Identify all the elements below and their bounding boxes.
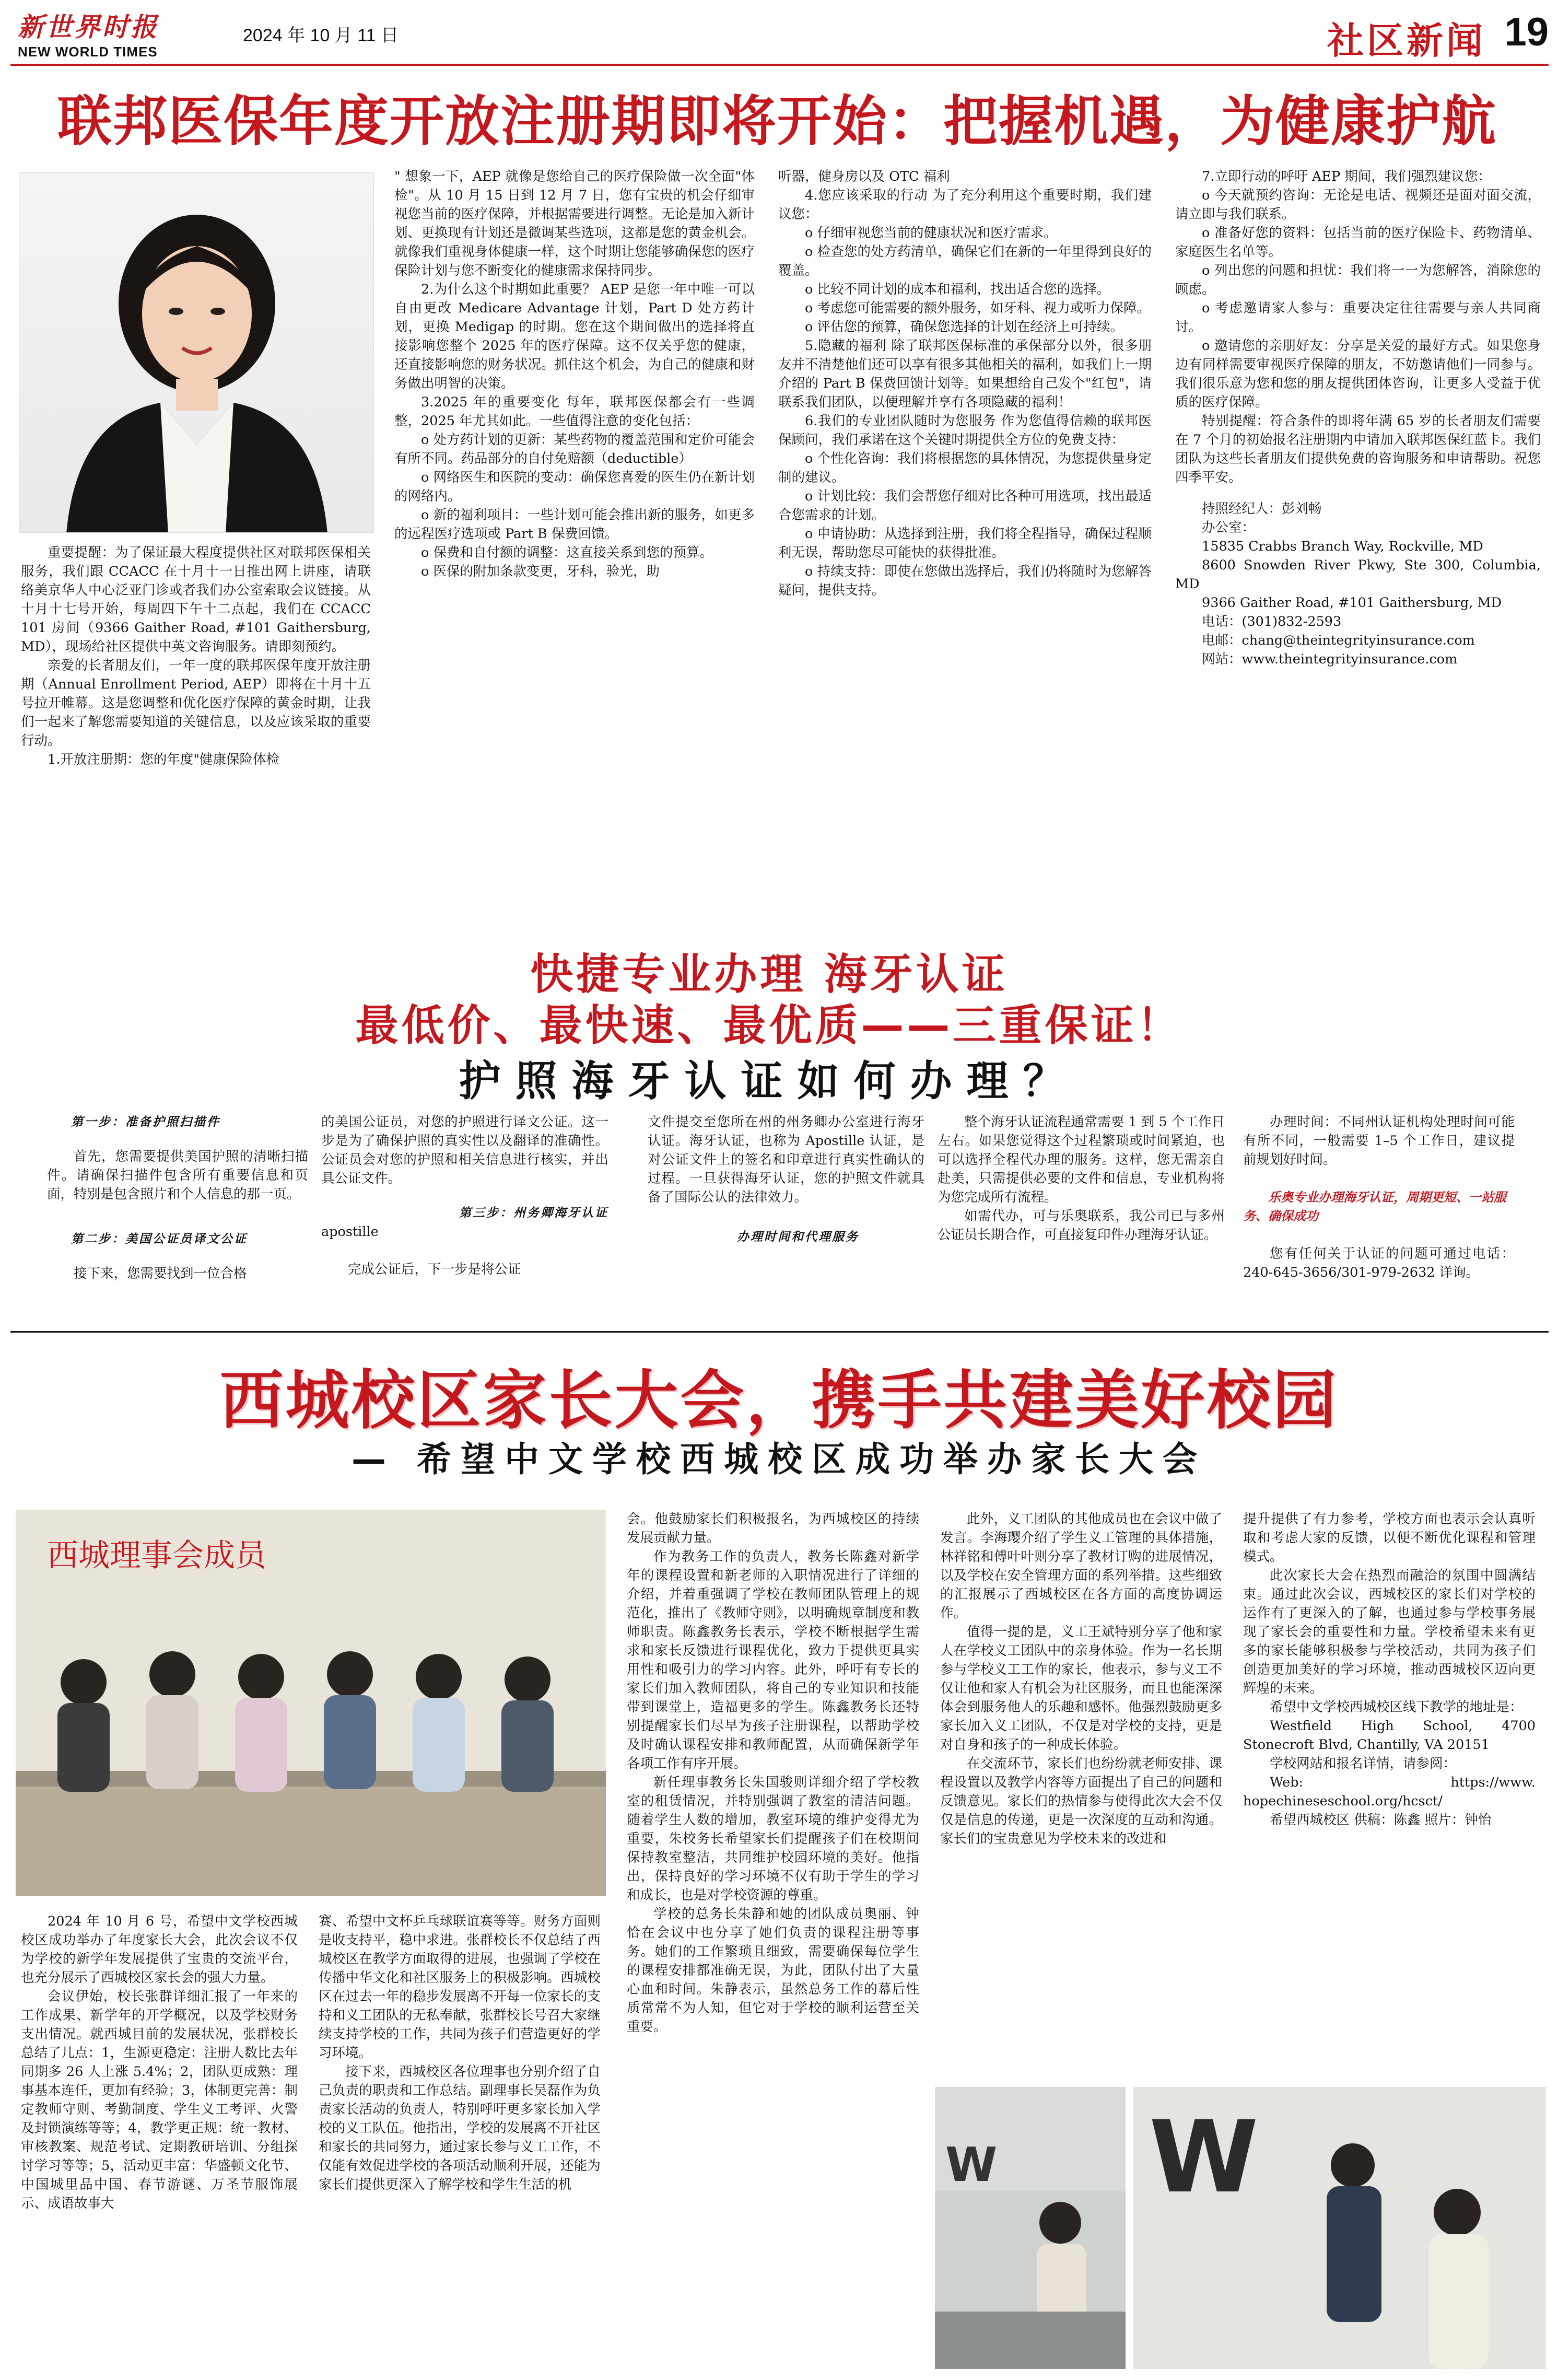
office-address: 8600 Snowden River Pkwy, Ste 300, Columbia, MD: [1175, 557, 1541, 592]
article3-paragraph: 此次家长大会在热烈而融洽的氛围中圆满结束。通过此次会议，西城校区的家长们对学校的运作有了更深入的了解，也通过参与学校事务展现了家长会的重要性和力量。学校希望未来有更多的家长能够积极参与学校活动，共同为孩子们创造更加美好的学习环境，推动西城校区迈向更辉煌的未来。: [1243, 1568, 1536, 1696]
meeting-photo-audience: [1133, 2087, 1546, 2369]
article1-column-1: [21, 543, 371, 769]
article1-list-item: o 持续支持：即使在您做出选择后，我们仍将随时为您解答疑问，提供支持。: [778, 564, 1152, 598]
portrait-illustration: [19, 173, 374, 533]
section-heading: 办理时间和代理服务: [737, 1230, 859, 1244]
article1-list-item: o 邀请您的亲朋好友：分享是关爱的最好方式。如果您身边有同样需要审视医疗保障的朋友，不妨邀请他们一同参与。我们很乐意为您和您的朋友提供团体咨询，让更多人受益于优质的医疗保障。: [1175, 338, 1541, 410]
apostille-headline-2: 最低价、最快速、最优质——三重保证！: [355, 1001, 1183, 1051]
apostille-column-5: [1243, 1113, 1515, 1282]
article1-paragraph: 听器，健身房以及 OTC 福利: [778, 169, 950, 184]
article1-paragraph: 7.立即行动的呼吁 AEP 期间，我们强烈建议您：: [1202, 169, 1491, 184]
article3-subheadline: — 希望中文学校西城校区成功举办家长大会: [352, 1439, 1206, 1479]
newspaper-subtitle: NEW WORLD TIMES: [18, 44, 158, 60]
step-body: 您有任何关于认证的问题可通过电话：240-645-3656/301-979-2632 详询。: [1243, 1246, 1515, 1280]
contact-email: 电邮：chang@theintegrityinsurance.com: [1202, 633, 1475, 648]
article1-column-3: [778, 167, 1152, 600]
school-address: Westfield High School, 4700 Stonecroft Blvd, Chantilly, VA 20151: [1243, 1718, 1536, 1753]
masthead: [10, 5, 1549, 63]
article1-list-item: o 检查您的处方药清单，确保它们在新的一年里得到良好的覆盖。: [778, 244, 1152, 278]
article1-paragraph: 4.您应该采取的行动 为了充分利用这个重要时期，我们建议您：: [778, 188, 1152, 222]
article3-paragraph: 接下来，西城校区各位理事也分别介绍了自己负责的职责和工作总结。副理事长吴磊作为负责家长活动的负责人，特别呼吁更多家长加入学校的义工队伍。他指出，学校的发展离不开社区和家长的共同努力，通过家长参与义工工作，不仅能有效促进学校的各项活动顺利开展，还能为家长们提供更深入了解学校和学生生活的机: [319, 2064, 601, 2192]
article1-column-2: [394, 167, 755, 581]
article1-list-item: o 新的福利项目：一些计划可能会推出新的服务，如更多的远程医疗选项或 Part B 保费回馈。: [394, 507, 755, 542]
newspaper-logo: 新世界时报: [18, 11, 159, 42]
article1-paragraph: 6.我们的专业团队随时为您服务 作为您值得信赖的联邦医保顾问，我们承诺在这个关键时期提供全方位的免费支持：: [778, 413, 1152, 448]
article1-list-item: o 考虑邀请家人参与：重要决定往往需要与亲人共同商讨。: [1175, 300, 1541, 335]
meeting-photo-speaker: [935, 2087, 1126, 2369]
article1-paragraph: 亲爱的长者朋友们，一年一度的联邦医保年度开放注册期（Annual Enrollment Period, AEP）即将在十月十五号拉开帷幕。这是您调整和优化医疗保障的黄金时期，让我们一起来了解您需要知道的关键信息，以及应该采取的重要行动。: [21, 658, 371, 749]
agent-name: 持照经纪人：彭刘畅: [1202, 501, 1322, 517]
contact-website: 网站：www.theintegrityinsurance.com: [1202, 651, 1458, 667]
author-portrait: [19, 172, 374, 533]
step-body: 整个海牙认证流程通常需要 1 到 5 个工作日左右。如果您觉得这个过程繁琐或时间紧迫，也可以选择全程代办理的服务。这样，您无需亲自赴美，只需提供必要的文件和信息，专业机构将为您完成所有流程。: [938, 1114, 1225, 1205]
photo-caption: 西城理事会成员: [47, 1537, 266, 1574]
article3-paragraph: 此外，义工团队的其他成员也在会议中做了发言。李海璎介绍了学生义工管理的具体措施，林祥铭和傅叶叶则分享了教材订购的进展情况，以及学校在安全管理方面的系列举措。这些细致的汇报展示了西城校区在各方面的高度协调运作。: [940, 1511, 1222, 1621]
article1-list-item: o 评估您的预算，确保您选择的计划在经济上可持续。: [805, 319, 1123, 335]
apostille-column-2: [321, 1113, 608, 1279]
group-photo: [16, 1510, 606, 1896]
article1-paragraph: 5.隐藏的福利 除了联邦医保标准的承保部分以外，很多朋友并不清楚他们还可以享有很多其他相关的福利，如我们上一期介绍的 Part B 保费回馈计划等。如果想给自己发个"红包"，请联系我们团队，以便理解并享有各项隐藏的福利！: [778, 338, 1152, 410]
step-body: 文件提交至您所在州的州务卿办公室进行海牙认证。海牙认证，也称为 Apostille 认证，是对公证文件上的签名和印章进行真实性确认的过程。一旦获得海牙认证，您的护照文件就具备了国际公认的法律效力。: [648, 1114, 924, 1205]
article3-headline: 西城校区家长大会，携手共建美好校园: [219, 1363, 1339, 1438]
office-address: 15835 Crabbs Branch Way, Rockville, MD: [1202, 539, 1483, 554]
article3-column-1: [21, 1912, 298, 2213]
article1-list-item: o 计划比较：我们会帮您仔细对比各种可用选项，找出最适合您需求的计划。: [778, 488, 1152, 523]
school-website: Web: https://www. hopechineseschool.org/hcsct/: [1243, 1775, 1536, 1809]
article1-paragraph: 特别提醒：符合条件的即将年满 65 岁的长者朋友们需要在 7 个月的初始报名注册期内申请加入联邦医保红蓝卡。我们团队为这些长者朋友们提供免费的咨询服务和申请帮助。祝您四季平安。: [1175, 413, 1541, 485]
article3-paragraph: 学校的总务长朱静和她的团队成员奥丽、钟恰在会议中也分享了她们负责的课程注册等事务。她们的工作繁琐且细致，需要确保每位学生的课程安排都准确无误，为此，团队付出了大量心血和时间。朱静表示，虽然总务工作的幕后性质常常不为人知，但它对于学校的顺利运营至关重要。: [627, 1906, 919, 2035]
article1-list-item: o 申请协助：从选择到注册，我们将全程指导，确保过程顺利无误，帮助您尽可能快的获得批准。: [778, 526, 1152, 561]
article3-credit: 希望西城校区 供稿：陈鑫 照片：钟怡: [1270, 1812, 1492, 1828]
step-body: 的美国公证员，对您的护照进行译文公证。这一步是为了确保护照的真实性以及翻译的准确性。公证员会对您的护照和相关信息进行核实，并出具公证文件。: [321, 1114, 608, 1186]
apostille-headline-1: 快捷专业办理 海牙认证: [530, 950, 1008, 999]
masthead-rule: [10, 64, 1549, 66]
article1-paragraph: 2.为什么这个时期如此重要？ AEP 是您一年中唯一可以自由更改 Medicare Advantage 计划，Part D 处方药计划，更换 Medigap 的时期。您在这个期间做出的选择将直接影响您整个 2025 年的医疗保障。这不仅关乎您的健康，还直接影响您的财务状况。抓住这个机会，为自己的健康和财务做出明智的决策。: [394, 282, 755, 391]
step-body: 首先，您需要提供美国护照的清晰扫描件。请确保扫描件包含所有重要信息和页面，特别是包含照片和个人信息的那一页。: [47, 1149, 308, 1202]
step-subtitle: apostille: [321, 1224, 379, 1240]
step-title: 第三步：州务卿海牙认证: [459, 1206, 608, 1220]
svg-text:W: W: [1149, 2099, 1259, 2215]
article3-paragraph: 会议伊始，校长张群详细汇报了一年来的工作成果、新学年的开学概况，以及学校财务支出情况。就西城目前的发展状况，张群校长总结了几点：1，生源更稳定：注册人数比去年同期多 26 人上涨 5.4%；2，团队更成熟：理事基本连任，更加有经验；3，体制更完善：制定教师守则、考勤制度、学生义工考评、火警及封锁演练等等；4，教学更正规：统一教材、审核教案、规范考试、定期教研培训、分组探讨学习等等；5，活动更丰富：华盛顿文化节、中国城里品中国、春节游谜、万圣节服饰展示、成语故事大: [21, 1989, 298, 2211]
article3-paragraph: 提升提供了有力参考，学校方面也表示会认真听取和考虑大家的反馈，以便不断优化课程和管理模式。: [1243, 1511, 1536, 1565]
step-title: 第二步：美国公证员译文公证: [71, 1232, 248, 1246]
article1-paragraph: 重要提醒：为了保证最大程度提供社区对联邦医保相关服务，我们跟 CCACC 在十月十一日推出网上讲座，请联络美京华人中心泛亚门诊或者我们办公室索取会议链接。从十月十七号开始，每周四下午十二点起，我们在 CCACC 101 房间（9366 Gaither Road, #101 Gaithersburg, MD），现场给社区提供中英文咨询服务。请即刻预约。: [21, 545, 371, 655]
article1-list-item: o 列出您的问题和担忧：我们将一一为您解答，消除您的顾虑。: [1175, 263, 1541, 297]
article1-list-item: o 考虑您可能需要的额外服务，如牙科、视力或听力保障。: [805, 300, 1150, 316]
article3-paragraph: 学校网站和报名详情，请参阅：: [1270, 1756, 1457, 1771]
article1-list-item: o 网络医生和医院的变动：确保您喜爱的医生仍在新计划的网络内。: [394, 470, 755, 504]
article3-column-2: [319, 1912, 601, 2194]
article1-list-item: o 医保的附加条款变更，牙科，验光，助: [421, 564, 660, 579]
section-divider: [10, 1331, 1549, 1333]
apostille-column-3: [648, 1113, 924, 1246]
article1-paragraph: 3.2025 年的重要变化 每年，联邦医保都会有一些调整，2025 年尤其如此。一些值得注意的变化包括：: [394, 394, 755, 429]
article1-list-item: o 准备好您的资料：包括当前的医疗保险卡、药物清单、家庭医生名单等。: [1175, 225, 1541, 260]
article3-paragraph: 新任理事教务长朱国骏则详细介绍了学校教室的租赁情况，并特别强调了教室的清洁问题。随着学生人数的增加，教室环境的维护变得尤为重要，朱校务长希望家长们提醒孩子们在校期间保持教室整洁，共同维护校园环境的美好。他指出，保持良好的学习环境不仅有助于学生的学习和成长，也是对学校资源的尊重。: [627, 1775, 919, 1903]
promo-tagline: 乐奥专业办理海牙认证，周期更短、一站服务、确保成功: [1243, 1189, 1506, 1223]
article1-paragraph: 1.开放注册期：您的年度"健康保险体检: [48, 752, 280, 767]
audience-photo-illustration: [1133, 2087, 1546, 2369]
article1-list-item: o 处方药计划的更新：某些药物的覆盖范围和定价可能会有所不同。药品部分的自付免赔额（deductible）: [394, 432, 755, 466]
office-label: 办公室：: [1202, 520, 1256, 535]
svg-text:W: W: [945, 2138, 998, 2192]
speaker-photo-illustration: [935, 2087, 1126, 2369]
article1-list-item: o 仔细审视您当前的健康状况和医疗需求。: [805, 225, 1057, 241]
section-title: 社区新闻: [1327, 19, 1486, 62]
issue-date: 2024 年 10 月 11 日: [243, 26, 399, 45]
apostille-column-1: [47, 1113, 308, 1283]
article3-paragraph: 赛、希望中文杯乒乓球联谊赛等等。财务方面则是收支持平，稳中求进。张群校长不仅总结了西城校区在教学方面取得的进展，也强调了学校在传播中华文化和社区服务上的积极影响。西城校区在过去一年的稳步发展离不开每一位家长的支持和义工团队的无私奉献，张群校长号召大家继续支持学校的工作，共同为孩子们营造更好的学习环境。: [319, 1914, 601, 2061]
article3-paragraph: 会。他鼓励家长们积极报名，为西城校区的持续发展贡献力量。: [627, 1511, 919, 1546]
step-body: 办理时间：不同州认证机构处理时间可能有所不同，一般需要 1–5 个工作日，建议提前规划好时间。: [1243, 1114, 1515, 1168]
step-title: 第一步：准备护照扫描件: [71, 1115, 220, 1129]
article3-paragraph: 值得一提的是，义工王斌特别分享了他和家人在学校义工团队中的亲身体验。作为一名长期参与学校义工工作的家长，他表示，参与义工不仅让他和家人有机会为社区服务，而且也能深深体会到服务他人的乐趣和感怀。他强烈鼓励更多家长加入义工团队，不仅是对学校的支持，更是对自身和孩子的一种成长体验。: [940, 1624, 1222, 1753]
contact-phone: 电话：(301)832-2593: [1202, 614, 1342, 629]
office-address: 9366 Gaither Road, #101 Gaithersburg, MD: [1202, 595, 1502, 611]
article3-paragraph: 希望中文学校西城校区线下教学的地址是：: [1270, 1699, 1523, 1715]
article3-column-5: [1243, 1510, 1536, 1829]
page-number: 19: [1504, 10, 1549, 54]
article3-paragraph: 在交流环节，家长们也纷纷就老师安排、课程设置以及教学内容等方面提出了自己的问题和反馈意见。家长们的热情参与使得此次大会不仅仅是信息的传递，更是一次深度的互动和沟通。家长们的宝贵意见为学校未来的改进和: [940, 1756, 1222, 1847]
article1-paragraph: " 想象一下，AEP 就像是您给自己的医疗保险做一次全面"体检"。从 10 月 15 日到 12 月 7 日，您有宝贵的机会仔细审视您当前的医疗保障，并根据需要进行调整。无论是加入新计划、更换现有计划还是微调某些选项，这都是您的黄金机会。就像我们重视身体健康一样，这个时期让您能够确保您的医疗保险计划与您不断变化的健康需求保持同步。: [394, 169, 755, 278]
article1-list-item: o 比较不同计划的成本和福利，找出适合您的选择。: [805, 282, 1110, 297]
step-body: 接下来，您需要找到一位合格: [74, 1266, 247, 1281]
article3-paragraph: 2024 年 10 月 6 号，希望中文学校西城校区成功举办了年度家长大会，此次会议不仅为学校的新学年发展提供了宝贵的交流平台，也充分展示了西城校区家长会的强大力量。: [21, 1914, 298, 1986]
article3-column-4: [940, 1510, 1222, 1848]
article1-list-item: o 个性化咨询：我们将根据您的具体情况，为您提供量身定制的建议。: [778, 451, 1152, 485]
step-body: 如需代办，可与乐奥联系，我公司已与多州公证员长期合作，可直接复印件办理海牙认证。: [938, 1208, 1225, 1243]
article1-list-item: o 保费和自付额的调整：这直接关系到您的预算。: [421, 545, 713, 561]
article1-list-item: o 今天就预约咨询：无论是电话、视频还是面对面交流，请立即与我们联系。: [1175, 188, 1541, 222]
apostille-column-4: [938, 1113, 1225, 1244]
article1-column-4: [1175, 167, 1541, 669]
article3-column-3: [627, 1510, 919, 2036]
article1-headline: 联邦医保年度开放注册期即将开始：把握机遇，为健康护航: [57, 89, 1497, 153]
step-body: 完成公证后，下一步是将公证: [348, 1262, 521, 1277]
article3-paragraph: 作为教务工作的负责人，教务长陈鑫对新学年的课程设置和新老师的入职情况进行了详细的介绍，并着重强调了学校在教师团队管理上的规范化，推出了《教师守则》，以明确规章制度和教师职责。陈鑫教务长表示，学校不断根据学生需求和家长反馈进行课程优化，致力于提供更具实用性和吸引力的学习内容。此外，呼吁有专长的家长们加入教师团队，将自己的专业知识和技能带到课堂上，造福更多的学生。陈鑫教务长还特别提醒家长们尽早为孩子注册课程，以帮助学校及时确认课程安排和教师配置，从而确保新学年各项工作有序开展。: [627, 1549, 919, 1771]
apostille-headline-3: 护照海牙认证如何办理？: [459, 1056, 1080, 1105]
